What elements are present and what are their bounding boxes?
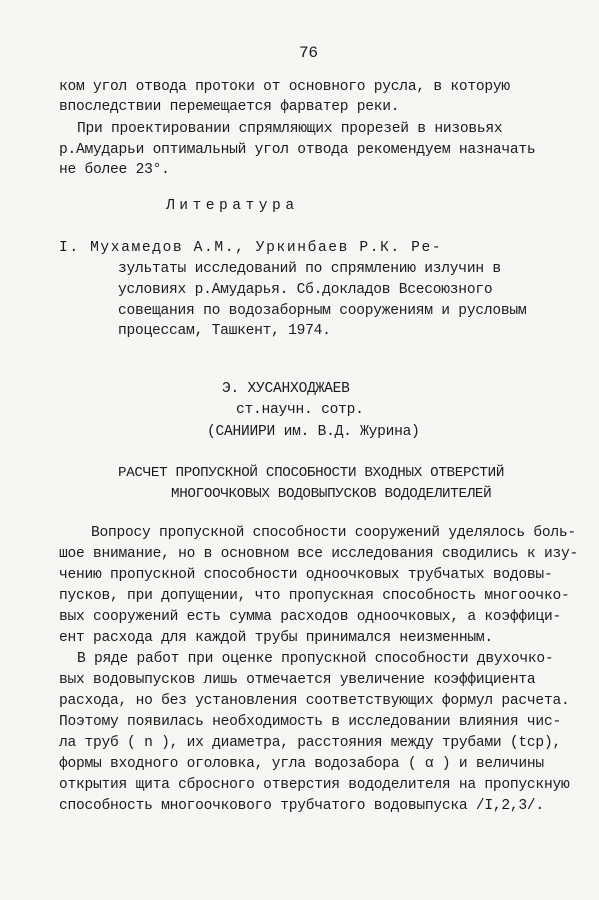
article-title-line: РАСЧЕТ ПРОПУСКНОЙ СПОСОБНОСТИ ВХОДНЫХ ОТВЕРСТИЙ [118,465,505,481]
author-name: Э. ХУСАНХОДЖАЕВ [222,381,350,397]
page-number: 76 [299,44,318,62]
text-line: ент расхода для каждой трубы принимался неизменным. [59,630,493,646]
text-line: При проектировании спрямляющих прорезей в низовьях [77,121,503,137]
text-line: Поэтому появилась необходимость в исследовании влияния чис- [59,714,561,730]
text-line: впоследствии перемещается фарватер реки. [59,99,400,115]
text-line: пусков, при допущении, что пропускная способность многоочко- [59,588,570,604]
text-line: ла труб ( n ), их диаметра, расстояния между трубами (tcp), [59,735,561,751]
text-line: расхода, но без установления соответствующих формул расчета. [59,693,570,709]
text-line: чению пропускной способности одноочковых трубчатых водовы- [59,567,553,583]
author-position: ст.научн. сотр. [236,402,364,418]
text-line: Вопросу пропускной способности сооружений уделялось боль- [91,525,576,541]
text-line: открытия щита сбросного отверстия вододелителя на пропускную [59,777,570,793]
text-line: формы входного оголовка, угла водозабора ( α ) и величины [59,756,544,772]
text-line: вых сооружений есть сумма расходов одноочковых, а коэффици- [59,609,561,625]
author-institution: (САНИИРИ им. В.Д. Журина) [207,424,420,440]
text-line: вых водовыпусков лишь отмечается увеличение коэффициента [59,672,536,688]
reference-line: процессам, Ташкент, 1974. [118,323,331,339]
reference-item: I. Мухамедов А.М., Уркинбаев Р.К. Ре- [59,240,443,256]
text-line: ком угол отвода протоки от основного русла, в которую [59,79,510,95]
reference-line: зультаты исследований по спрямлению излучин в [118,261,501,277]
reference-line: совещания по водозаборным сооружениям и русловым [118,303,527,319]
text-line: шое внимание, но в основном все исследования сводились к изу- [59,546,578,562]
reference-line: условиях р.Амударья. Сб.докладов Всесоюзного [118,282,493,298]
text-line: р.Амударьи оптимальный угол отвода рекомендуем назначать [59,142,536,158]
article-title-line: МНОГООЧКОВЫХ ВОДОВЫПУСКОВ ВОДОДЕЛИТЕЛЕЙ [171,486,492,502]
text-line: В ряде работ при оценке пропускной способности двухочко- [77,651,554,667]
text-line: не более 23°. [59,162,170,178]
references-heading: Литература [166,198,299,214]
text-line: способность многоочкового трубчатого водовыпуска /I,2,3/. [59,798,544,814]
